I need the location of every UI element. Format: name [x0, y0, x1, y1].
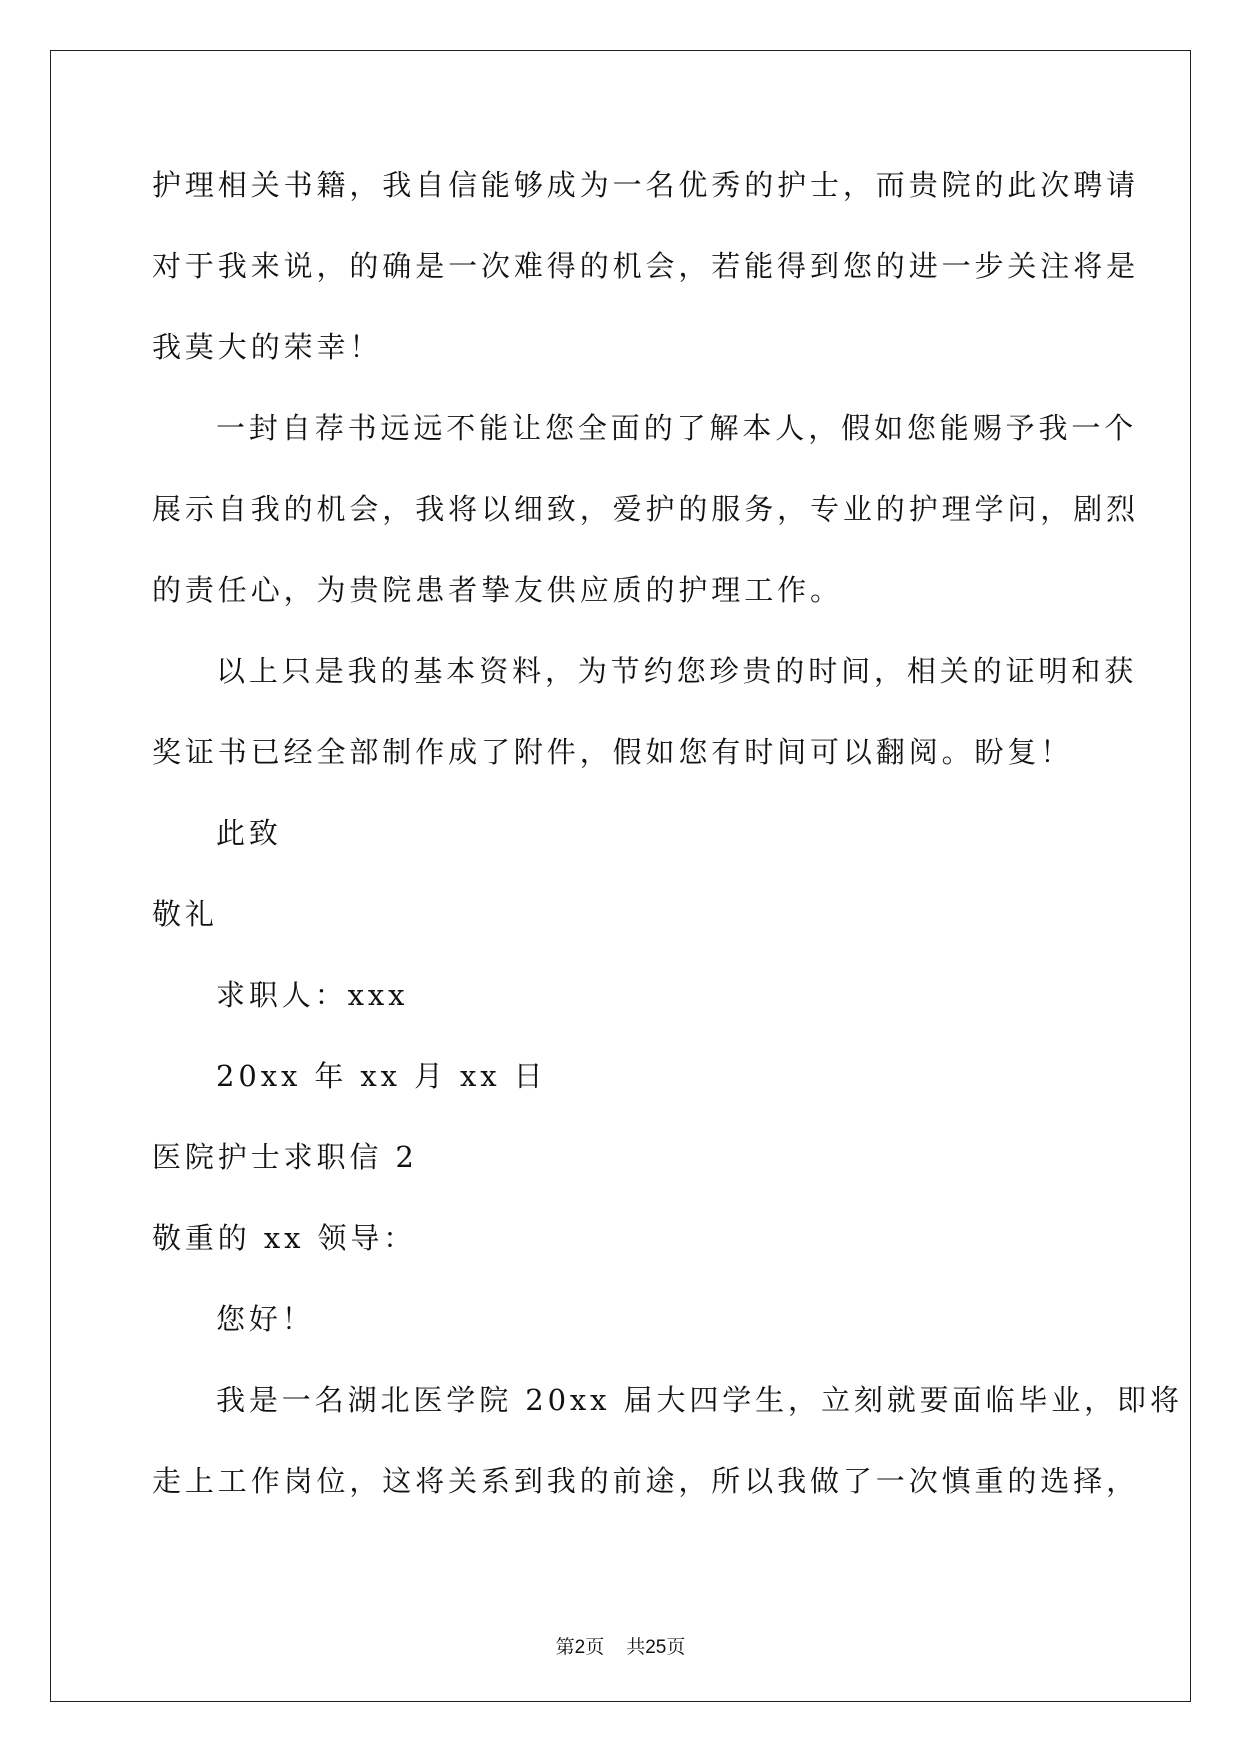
- text-line-1: 护理相关书籍，我自信能够成为一名优秀的护士，而贵院的此次聘请: [152, 168, 1140, 202]
- letter-date: 20xx 年 xx 月 xx 日: [216, 1059, 547, 1093]
- total-pages: 25: [645, 1637, 667, 1658]
- text-line-3: 我莫大的荣幸！: [152, 330, 383, 364]
- text-line-8: 奖证书已经全部制作成了附件，假如您有时间可以翻阅。盼复！: [152, 735, 1074, 769]
- text-line-16: 我是一名湖北医学院 20xx 届大四学生，立刻就要面临毕业，即将: [216, 1383, 1183, 1417]
- document-body: [152, 163, 1183, 1540]
- text-line-4: 一封自荐书远远不能让您全面的了解本人，假如您能赐予我一个: [216, 411, 1138, 445]
- page-number: 2: [574, 1637, 586, 1658]
- total-prefix: 共: [626, 1636, 646, 1658]
- applicant-signature: 求职人：xxx: [216, 978, 409, 1012]
- letter-opening: 您好！: [216, 1302, 315, 1336]
- total-suffix: 页: [666, 1636, 686, 1658]
- text-line-17: 走上工作岗位，这将关系到我的前途，所以我做了一次慎重的选择，: [152, 1464, 1140, 1498]
- text-line-5: 展示自我的机会，我将以细致，爱护的服务，专业的护理学问，剧烈: [152, 492, 1140, 526]
- page-footer: [0, 1632, 1241, 1659]
- page-suffix: 页: [585, 1636, 605, 1658]
- text-line-7: 以上只是我的基本资料，为节约您珍贵的时间，相关的证明和获: [216, 654, 1138, 688]
- closing-regards: 敬礼: [152, 897, 218, 931]
- text-line-6: 的责任心，为贵院患者挚友供应质的护理工作。: [152, 573, 843, 607]
- letter-greeting: 敬重的 xx 领导：: [152, 1221, 417, 1255]
- page-prefix: 第: [555, 1636, 575, 1658]
- text-line-2: 对于我来说，的确是一次难得的机会，若能得到您的进一步关注将是: [152, 249, 1140, 283]
- section-heading: 医院护士求职信 2: [152, 1140, 418, 1174]
- closing-salutation: 此致: [216, 816, 282, 850]
